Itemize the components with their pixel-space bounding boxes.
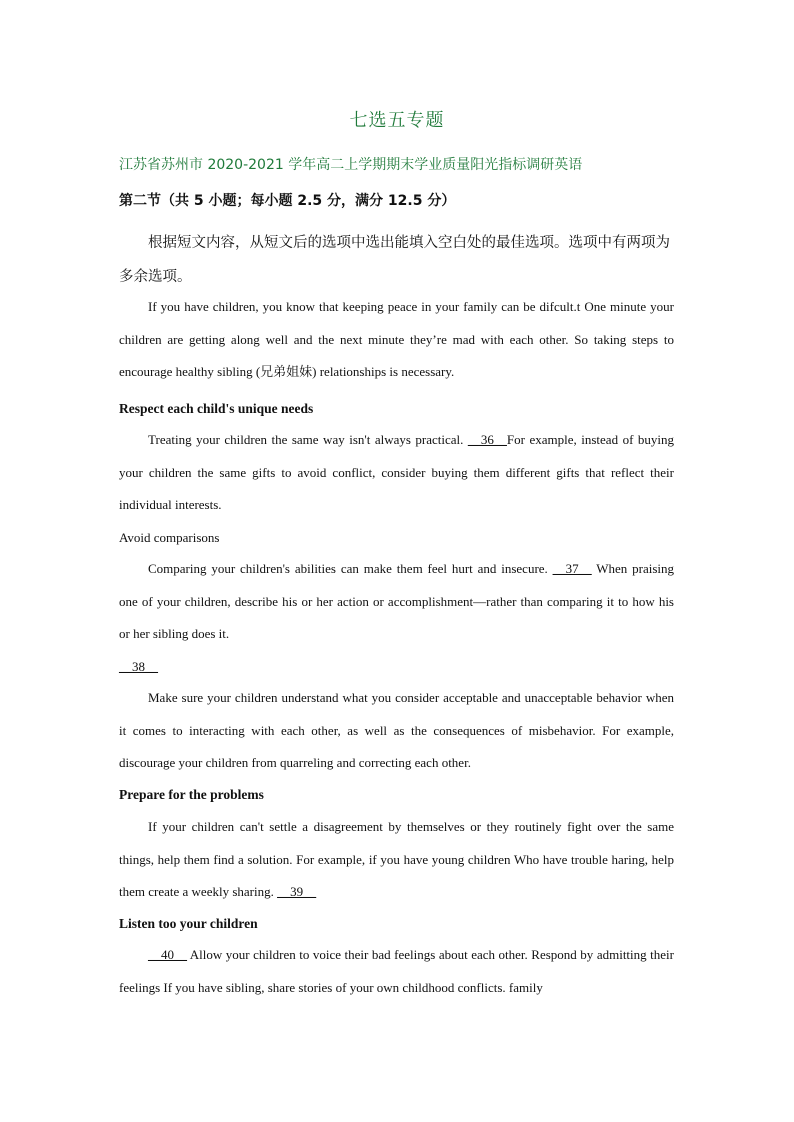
text-segment: For example, instead of buying your children the same gifts to avoid conflict, consider buying them different gifts that reflect their individual interests. (119, 432, 675, 512)
blank-39: __39__ (277, 884, 317, 899)
text-segment: When praising one of your children, describe his or her action or accomplishment—rather than comparing it to how his or her sibling does it. (119, 561, 675, 641)
instructions: 根据短文内容，从短文后的选项中选出能填入空白处的最佳选项。选项中有两项为多余选项。 (119, 235, 670, 285)
paragraph-intro: If you have children, you know that keeping peace in your family can be difcult.t One minute your children are getting along well and the next minute they’re mad with each other. So taking steps to encourage healthy sibling (兄弟姐妹) relationships is necessary. (119, 299, 674, 379)
section-heading: 第二节（共 5 小题；每小题 2.5 分，满分 12.5 分） (119, 193, 456, 209)
paragraph-listen (119, 939, 674, 1004)
blank-36: __36__ (467, 432, 507, 447)
heading-avoid-comparisons: Avoid comparisons (119, 530, 220, 545)
exam-source: 江苏省苏州市 2020-2021 学年高二上学期期末学业质量阳光指标调研英语 (119, 157, 583, 173)
page-title: 七选五专题 (349, 110, 445, 131)
blank-37: __37__ (552, 561, 592, 576)
text-segment: Treating your children the same way isn't always practical. (148, 432, 468, 447)
text-segment: Allow your children to voice their bad feelings about each other. Respond by admitting their feelings If you have sibling, share stories of your own childhood conflicts. family (119, 947, 674, 995)
paragraph-respect-needs (119, 424, 674, 522)
paragraph-avoid-comparisons (119, 553, 674, 651)
heading-listen: Listen too your children (119, 916, 258, 931)
heading-respect-needs: Respect each child's unique needs (119, 401, 314, 416)
blank-38: __38__ (119, 659, 158, 674)
blank-40: __40__ (148, 947, 187, 962)
paragraph-behavior-rules: Make sure your children understand what you consider acceptable and unacceptable behavior when it comes to interacting with each other, as well as the consequences of misbehavior. For example, discourage your children from quarreling and correcting each other. (119, 690, 674, 770)
paragraph-prepare-problems (119, 811, 674, 909)
text-segment: Comparing your children's abilities can make them feel hurt and insecure. (148, 561, 553, 576)
heading-prepare-problems: Prepare for the problems (119, 787, 264, 802)
text-segment: If your children can't settle a disagreement by themselves or they routinely fight over the same things, help them find a solution. For example, if you have young children Who have trouble haring, help them create a weekly sharing. (119, 819, 674, 899)
